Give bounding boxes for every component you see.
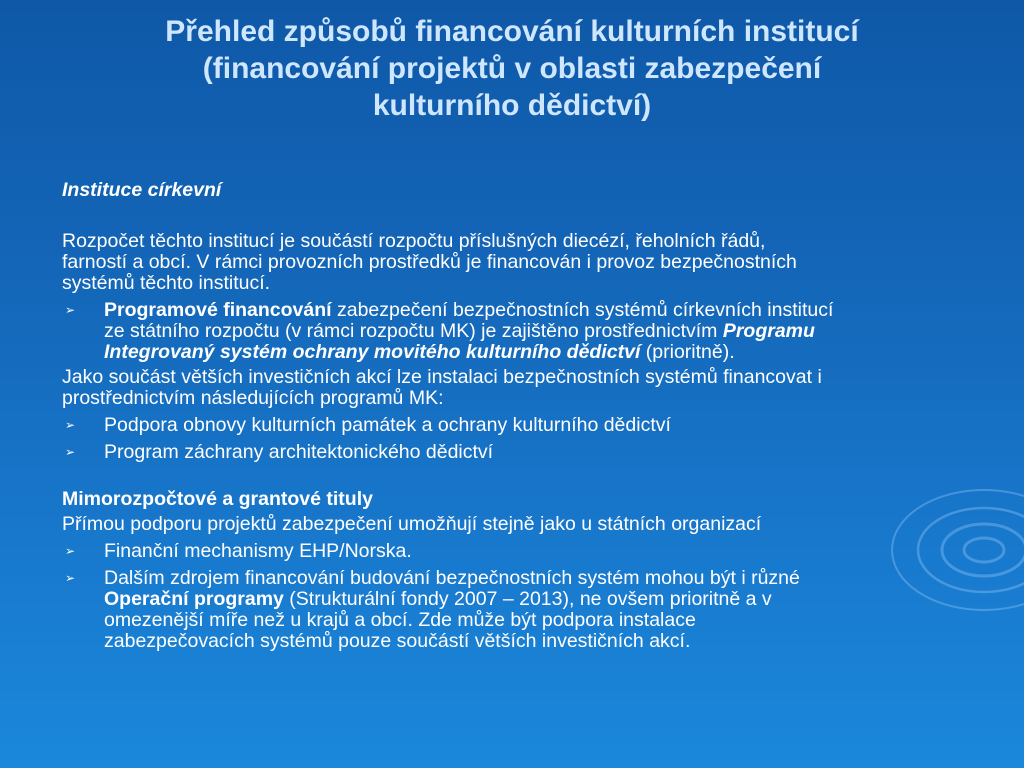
list-item-text: Program záchrany architektonického dědictví bbox=[104, 441, 494, 463]
text: (prioritně). bbox=[640, 341, 735, 363]
paragraph-line: Rozpočet těchto institucí je součástí rozpočtu příslušných diecézí, řeholních řádů, bbox=[62, 230, 766, 252]
church-budget-paragraph bbox=[62, 231, 982, 294]
text: ze státního rozpočtu (v rámci rozpočtu MK) je zajištěno prostřednictvím bbox=[104, 320, 723, 342]
section-heading-grants: Mimorozpočtové a grantové tituly bbox=[62, 488, 373, 510]
text: (Strukturální fondy 2007 – 2013), ne ovšem prioritně a v bbox=[283, 588, 772, 610]
grants-intro-paragraph bbox=[62, 514, 982, 535]
bold-text: Operační programy bbox=[104, 588, 284, 610]
list-item-text: omezenější míře než u krajů a obcí. Zde může být podpora instalace bbox=[104, 609, 696, 631]
arrow-bullet-icon: ➢ bbox=[65, 303, 76, 317]
title-line-1: Přehled způsobů financování kulturních institucí bbox=[165, 15, 859, 48]
list-item-text: zabezpečovacích systémů pouze součástí větších investičních akcí. bbox=[104, 630, 691, 652]
title-line-2: (financování projektů v oblasti zabezpečení bbox=[202, 52, 822, 85]
list-item-eea-norway bbox=[62, 541, 982, 562]
list-item-program-funding bbox=[62, 300, 982, 363]
list-item-operational-programs bbox=[62, 568, 982, 652]
bold-italic-text: Integrovaný systém ochrany movitého kulturního dědictví bbox=[104, 341, 641, 363]
paragraph-line: Přímou podporu projektů zabezpečení umožňují stejně jako u státních organizací bbox=[62, 513, 762, 535]
slide-title bbox=[60, 13, 964, 124]
list-item-architectural-heritage bbox=[62, 442, 982, 463]
bold-italic-text: Programu bbox=[722, 320, 815, 342]
arrow-bullet-icon: ➢ bbox=[65, 544, 76, 558]
investment-paragraph bbox=[62, 367, 982, 409]
section-heading-church-institutions: Instituce církevní bbox=[62, 179, 222, 201]
arrow-bullet-icon: ➢ bbox=[65, 418, 76, 432]
paragraph-line: Jako součást větších investičních akcí lze instalaci bezpečnostních systémů financovat i bbox=[62, 366, 822, 388]
arrow-bullet-icon: ➢ bbox=[65, 571, 76, 585]
list-item-monument-restoration bbox=[62, 415, 982, 436]
paragraph-line: systémů těchto institucí. bbox=[62, 272, 271, 294]
text: zabezpečení bezpečnostních systémů církevních institucí bbox=[331, 299, 834, 321]
list-item-text: Podpora obnovy kulturních památek a ochrany kulturního dědictví bbox=[104, 414, 671, 436]
paragraph-line: prostřednictvím následujících programů MK: bbox=[62, 387, 444, 409]
paragraph-line: farností a obcí. V rámci provozních prostředků je financován i provoz bezpečnostních bbox=[62, 251, 797, 273]
bold-text: Programové financování bbox=[104, 299, 332, 321]
list-item-text: Finanční mechanismy EHP/Norska. bbox=[104, 540, 412, 562]
list-item-text: Dalším zdrojem financování budování bezpečnostních systém mohou být i různé bbox=[104, 567, 800, 589]
slide-content bbox=[62, 180, 982, 652]
arrow-bullet-icon: ➢ bbox=[65, 445, 76, 459]
title-line-3: kulturního dědictví) bbox=[372, 89, 652, 122]
